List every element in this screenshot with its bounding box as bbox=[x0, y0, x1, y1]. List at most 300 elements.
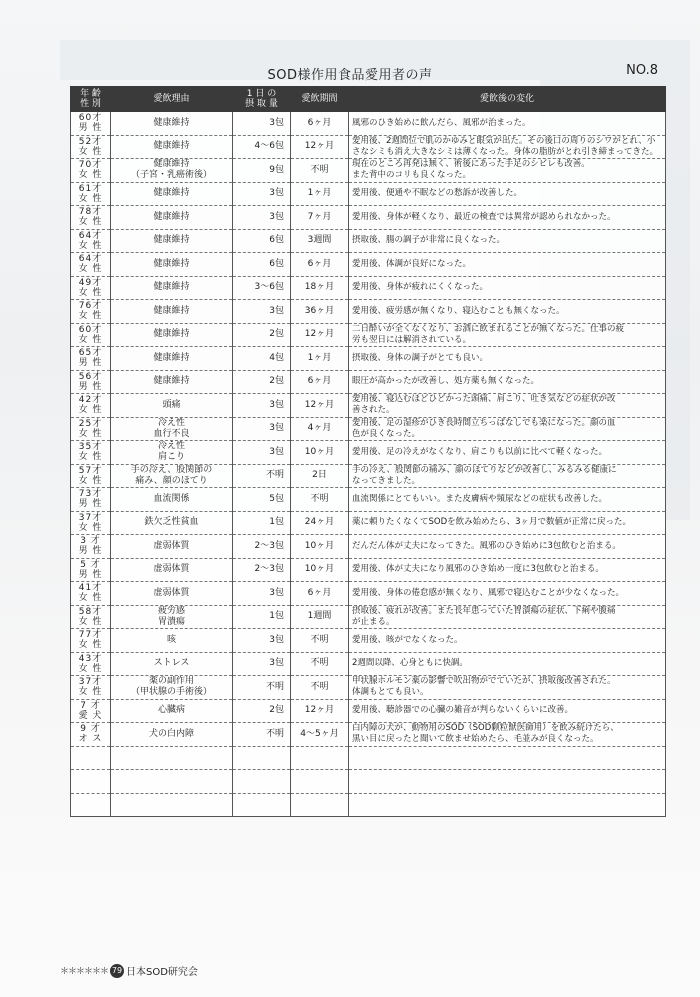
sex-value: 女 性 bbox=[78, 593, 103, 604]
effect-cell bbox=[349, 300, 666, 324]
table-row bbox=[71, 253, 666, 277]
table-row bbox=[71, 394, 666, 418]
header-dose bbox=[233, 87, 291, 112]
reason-cell bbox=[111, 629, 233, 653]
sex-value: 男 性 bbox=[78, 499, 103, 510]
period-cell: 7ヶ月 bbox=[291, 206, 349, 230]
effect-line: 黒い目に戻ったと聞いて飲ませ始めたら、毛並みが良くなった。 bbox=[352, 734, 599, 745]
effect-line: 労も翌日には解消されている。 bbox=[352, 334, 472, 345]
sex-value: 女 性 bbox=[78, 522, 103, 533]
dose-cell: 3〜6包 bbox=[233, 276, 291, 300]
age-value: 61才 bbox=[78, 183, 103, 194]
effect-cell bbox=[349, 159, 666, 183]
age-sex-cell bbox=[71, 347, 111, 371]
reason-line: 健康維持 bbox=[153, 235, 190, 246]
reason-cell bbox=[111, 206, 233, 230]
effect-line: 愛用後、足の湿疹がひき長時間立ちっぱなしでも楽になった。顔の血 bbox=[352, 417, 616, 428]
reason-line: 疲労感 bbox=[157, 605, 185, 616]
reason-cell bbox=[111, 182, 233, 206]
sex-value: 女 性 bbox=[78, 193, 103, 204]
reason-line: 健康維持 bbox=[153, 329, 190, 340]
effect-cell bbox=[349, 511, 666, 535]
sex-value: 女 性 bbox=[78, 264, 103, 275]
dose-cell: 不明 bbox=[233, 464, 291, 488]
sex-value: 女 性 bbox=[78, 311, 103, 322]
blank-cell bbox=[71, 746, 111, 770]
dose-cell: 2〜3包 bbox=[233, 535, 291, 559]
sex-value: 女 性 bbox=[78, 663, 103, 674]
reason-cell bbox=[111, 652, 233, 676]
age-sex-cell bbox=[71, 605, 111, 629]
age-value: 58才 bbox=[78, 606, 103, 617]
effect-line: 血流関係にとてもいい。また皮膚病や頻尿などの症状も改善した。 bbox=[352, 493, 608, 504]
period-cell: 1週間 bbox=[291, 605, 349, 629]
effect-line: が止まる。 bbox=[352, 616, 395, 627]
age-value: 64才 bbox=[78, 254, 103, 265]
reason-cell bbox=[111, 159, 233, 183]
table-row bbox=[71, 417, 666, 441]
reason-line: 健康維持 bbox=[153, 188, 190, 199]
blank-cell bbox=[349, 746, 666, 770]
age-sex-cell bbox=[71, 511, 111, 535]
sex-value: 女 性 bbox=[78, 687, 103, 698]
effect-cell bbox=[349, 558, 666, 582]
dose-cell: 4包 bbox=[233, 347, 291, 371]
reason-line: 健康維持 bbox=[153, 376, 190, 387]
age-value: 5 才 bbox=[80, 559, 101, 570]
footer bbox=[60, 963, 198, 978]
reason-cell bbox=[111, 511, 233, 535]
age-value: 7 才 bbox=[80, 700, 101, 711]
sex-value: 女 性 bbox=[78, 405, 103, 416]
table-row bbox=[71, 464, 666, 488]
reason-line: （甲状腺の手術後） bbox=[130, 687, 212, 698]
reason-line: 血行不良 bbox=[153, 428, 190, 439]
age-sex-cell bbox=[71, 723, 111, 747]
reason-line: 頭痛 bbox=[162, 399, 181, 410]
age-value: 49才 bbox=[78, 277, 103, 288]
blank-cell bbox=[233, 770, 291, 794]
effect-line: 愛用後、身体の倦怠感が無くなり、風邪で寝込むことが少なくなった。 bbox=[352, 587, 625, 598]
period-cell: 12ヶ月 bbox=[291, 394, 349, 418]
reason-cell bbox=[111, 535, 233, 559]
reason-cell bbox=[111, 112, 233, 136]
period-cell: 4〜5ヶ月 bbox=[291, 723, 349, 747]
reason-line: 健康維持 bbox=[153, 282, 190, 293]
age-value: 42才 bbox=[78, 395, 103, 406]
effect-cell bbox=[349, 347, 666, 371]
age-sex-cell bbox=[71, 464, 111, 488]
effect-line: だんだん体が丈夫になってきた。風邪のひき始めに3包飲むと治まる。 bbox=[352, 540, 621, 551]
dose-cell: 3包 bbox=[233, 441, 291, 465]
table-row bbox=[71, 300, 666, 324]
effect-line: 2週間以降、心身ともに快調。 bbox=[352, 658, 468, 669]
table-row bbox=[71, 135, 666, 159]
reason-cell bbox=[111, 605, 233, 629]
period-cell: 6ヶ月 bbox=[291, 582, 349, 606]
age-value: 60才 bbox=[78, 324, 103, 335]
period-cell: 6ヶ月 bbox=[291, 253, 349, 277]
age-sex-cell bbox=[71, 676, 111, 700]
age-sex-cell bbox=[71, 558, 111, 582]
age-value: 76才 bbox=[78, 301, 103, 312]
table-row bbox=[71, 629, 666, 653]
reason-line: 健康維持 bbox=[153, 305, 190, 316]
period-cell: 12ヶ月 bbox=[291, 699, 349, 723]
table-row bbox=[71, 605, 666, 629]
reason-cell bbox=[111, 323, 233, 347]
age-sex-cell bbox=[71, 300, 111, 324]
dose-cell: 1包 bbox=[233, 511, 291, 535]
table-row bbox=[71, 347, 666, 371]
reason-cell bbox=[111, 441, 233, 465]
sex-value: 女 性 bbox=[78, 640, 103, 651]
reason-line: 健康維持 bbox=[153, 117, 190, 128]
effect-line: 眼圧が高かったが改善し、処方薬も無くなった。 bbox=[352, 376, 540, 387]
age-sex-cell bbox=[71, 370, 111, 394]
header-sex-label: 性 別 bbox=[80, 99, 101, 109]
table-row bbox=[71, 488, 666, 512]
effect-line: さなシミも消え大きなシミは薄くなった。身体の脂肪がとれ引き締まってきた。 bbox=[352, 146, 659, 157]
sex-value: 女 性 bbox=[78, 217, 103, 228]
blank-cell bbox=[349, 793, 666, 817]
effect-line: 風邪のひき始めに飲んだら、風邪が治まった。 bbox=[352, 117, 531, 128]
effect-line: 愛用後、身体が疲れにくくなった。 bbox=[352, 282, 489, 293]
effect-line: 愛用後、体が丈夫になり風邪のひき始め一度に3包飲むと治まる。 bbox=[352, 564, 604, 575]
table-body bbox=[71, 112, 666, 817]
reason-line: （子宮・乳癌術後） bbox=[130, 170, 212, 181]
age-value: 56才 bbox=[78, 371, 103, 382]
effect-line: また背中のコリも良くなった。 bbox=[352, 170, 472, 181]
effect-line: 愛用後、足の冷えがなくなり、肩こりも以前に比べて軽くなった。 bbox=[352, 446, 608, 457]
reason-line: ストレス bbox=[153, 658, 190, 669]
reason-cell bbox=[111, 300, 233, 324]
effect-line: 摂取後、疲れが改善。また長年患っていた胃潰瘍の症状、下痢や腹痛 bbox=[352, 605, 616, 616]
reason-cell bbox=[111, 347, 233, 371]
age-value: 64才 bbox=[78, 230, 103, 241]
effect-line: 手の冷え、股関節の痛み、顔のほてりなどが改善し、みるみる健康に bbox=[352, 464, 617, 475]
header-age-label: 年 齢 bbox=[80, 89, 101, 99]
age-value: 37才 bbox=[78, 512, 103, 523]
age-value: 77才 bbox=[78, 630, 103, 641]
reason-cell bbox=[111, 723, 233, 747]
blank-cell bbox=[349, 770, 666, 794]
testimonial-table bbox=[70, 86, 666, 817]
reason-cell bbox=[111, 370, 233, 394]
reason-cell bbox=[111, 135, 233, 159]
sex-value: 男 性 bbox=[78, 381, 103, 392]
age-sex-cell bbox=[71, 206, 111, 230]
age-sex-cell bbox=[71, 488, 111, 512]
table-row bbox=[71, 676, 666, 700]
dose-cell: 3包 bbox=[233, 112, 291, 136]
table-row bbox=[71, 182, 666, 206]
blank-cell bbox=[291, 793, 349, 817]
dose-cell: 2〜3包 bbox=[233, 558, 291, 582]
effect-cell bbox=[349, 605, 666, 629]
sex-value: 女 性 bbox=[78, 146, 103, 157]
reason-line: 健康維持 bbox=[153, 352, 190, 363]
effect-cell bbox=[349, 229, 666, 253]
blank-cell bbox=[111, 770, 233, 794]
blank-cell bbox=[291, 770, 349, 794]
table-row bbox=[71, 323, 666, 347]
period-cell: 3週間 bbox=[291, 229, 349, 253]
age-sex-cell bbox=[71, 159, 111, 183]
footer-organization: 日本SOD研究会 bbox=[126, 967, 198, 978]
sex-value: 男 性 bbox=[78, 546, 103, 557]
sex-value: オ ス bbox=[78, 734, 103, 745]
sex-value: 男 性 bbox=[78, 123, 103, 134]
age-value: 35才 bbox=[78, 442, 103, 453]
blank-row bbox=[71, 770, 666, 794]
header-period: 愛飲期間 bbox=[291, 87, 349, 112]
table-row bbox=[71, 441, 666, 465]
reason-cell bbox=[111, 558, 233, 582]
effect-cell bbox=[349, 488, 666, 512]
age-value: 60才 bbox=[78, 113, 103, 124]
dose-cell: 9包 bbox=[233, 159, 291, 183]
period-cell: 24ヶ月 bbox=[291, 511, 349, 535]
dose-cell: 1包 bbox=[233, 605, 291, 629]
sex-value: 男 性 bbox=[78, 569, 103, 580]
reason-line: 痛み、顔のほてり bbox=[135, 475, 208, 486]
age-sex-cell bbox=[71, 276, 111, 300]
sex-value: 女 性 bbox=[78, 334, 103, 345]
effect-line: 愛用後、咳がでなくなった。 bbox=[352, 634, 463, 645]
dose-cell: 3包 bbox=[233, 417, 291, 441]
sex-value: 女 性 bbox=[78, 240, 103, 251]
sex-value: 女 性 bbox=[78, 616, 103, 627]
table-row bbox=[71, 511, 666, 535]
dose-cell: 3包 bbox=[233, 300, 291, 324]
reason-cell bbox=[111, 417, 233, 441]
blank-cell bbox=[291, 746, 349, 770]
period-cell: 4ヶ月 bbox=[291, 417, 349, 441]
reason-line: 薬の副作用 bbox=[148, 676, 194, 687]
age-value: 37才 bbox=[78, 677, 103, 688]
reason-line: 健康維持 bbox=[153, 159, 190, 170]
age-value: 9 才 bbox=[80, 724, 101, 735]
effect-cell bbox=[349, 676, 666, 700]
reason-line: 肩こり bbox=[157, 452, 185, 463]
reason-line: 健康維持 bbox=[153, 211, 190, 222]
age-sex-cell bbox=[71, 629, 111, 653]
effect-line: 二日酔いが全くなくなり、お酒に飲まれることが無くなった。仕事の疲 bbox=[352, 323, 625, 334]
period-cell: 2日 bbox=[291, 464, 349, 488]
age-sex-cell bbox=[71, 652, 111, 676]
table-row bbox=[71, 370, 666, 394]
effect-line: 摂取後、腸の調子が非常に良くなった。 bbox=[352, 235, 506, 246]
effect-line: 愛用後、便通や不眠などの愁訴が改善した。 bbox=[352, 188, 523, 199]
effect-line: 愛用後、寝込むほどひどかった頭痛、肩こり、吐き気などの症状が改 bbox=[352, 394, 616, 405]
effect-cell bbox=[349, 182, 666, 206]
reason-line: 健康維持 bbox=[153, 141, 190, 152]
reason-line: 虚弱体質 bbox=[153, 587, 190, 598]
age-value: 57才 bbox=[78, 465, 103, 476]
sex-value: 女 性 bbox=[78, 452, 103, 463]
effect-line: 愛用後、聴診器での心臓の雑音が判らないくらいに改善。 bbox=[352, 705, 574, 716]
effect-cell bbox=[349, 206, 666, 230]
blank-row bbox=[71, 746, 666, 770]
dose-cell: 不明 bbox=[233, 723, 291, 747]
reason-line: 冷え性 bbox=[157, 417, 185, 428]
dose-cell: 3包 bbox=[233, 394, 291, 418]
age-sex-cell bbox=[71, 112, 111, 136]
effect-line: 白内障の犬が、動物用のSOD（SOD颗粒獣医師用）を飲み続けたら、 bbox=[352, 723, 619, 734]
effect-line: 甲状腺ホルモン薬の影響で吹出物がでていたが、摂取後改善された。 bbox=[352, 676, 616, 687]
dose-cell: 3包 bbox=[233, 629, 291, 653]
blank-cell bbox=[111, 793, 233, 817]
period-cell: 不明 bbox=[291, 159, 349, 183]
table-row bbox=[71, 112, 666, 136]
sex-value: 女 性 bbox=[78, 287, 103, 298]
period-cell: 12ヶ月 bbox=[291, 135, 349, 159]
effect-cell bbox=[349, 535, 666, 559]
effect-cell bbox=[349, 582, 666, 606]
header-effect: 愛飲後の変化 bbox=[349, 87, 666, 112]
period-cell: 1ヶ月 bbox=[291, 182, 349, 206]
period-cell: 1ヶ月 bbox=[291, 347, 349, 371]
blank-cell bbox=[233, 793, 291, 817]
age-value: 65才 bbox=[78, 348, 103, 359]
effect-cell bbox=[349, 323, 666, 347]
age-sex-cell bbox=[71, 323, 111, 347]
reason-line: 咳 bbox=[166, 634, 176, 645]
effect-line: 愛用後、身体が軽くなり、最近の検査では異常が認められなかった。 bbox=[352, 211, 616, 222]
effect-cell bbox=[349, 135, 666, 159]
effect-line: 愛用後、体調が良好になった。 bbox=[352, 258, 472, 269]
reason-line: 胃潰瘍 bbox=[157, 616, 185, 627]
age-value: 78才 bbox=[78, 207, 103, 218]
period-cell: 36ヶ月 bbox=[291, 300, 349, 324]
reason-line: 鉄欠乏性貧血 bbox=[144, 517, 199, 528]
age-value: 73才 bbox=[78, 489, 103, 500]
reason-line: 健康維持 bbox=[153, 258, 190, 269]
effect-line: 摂取後、身体の調子がとても良い。 bbox=[352, 352, 489, 363]
reason-line: 手の冷え、股関節の bbox=[130, 464, 213, 475]
sex-value: 愛 犬 bbox=[78, 710, 103, 721]
header-dose-line2: 摂 取 量 bbox=[245, 99, 278, 109]
reason-cell bbox=[111, 253, 233, 277]
period-cell: 6ヶ月 bbox=[291, 370, 349, 394]
age-sex-cell bbox=[71, 253, 111, 277]
dose-cell: 不明 bbox=[233, 676, 291, 700]
page-title: SOD様作用食品愛用者の声 bbox=[267, 68, 433, 83]
table-row bbox=[71, 652, 666, 676]
effect-cell bbox=[349, 464, 666, 488]
dose-cell: 3包 bbox=[233, 182, 291, 206]
effect-line: 体調もとても良い。 bbox=[352, 687, 429, 698]
effect-cell bbox=[349, 441, 666, 465]
age-value: 41才 bbox=[78, 583, 103, 594]
table-row bbox=[71, 582, 666, 606]
reason-cell bbox=[111, 276, 233, 300]
dose-cell: 2包 bbox=[233, 370, 291, 394]
dose-cell: 6包 bbox=[233, 229, 291, 253]
blank-cell bbox=[111, 746, 233, 770]
footer-stars: ＊＊＊＊＊＊ bbox=[60, 967, 109, 977]
age-sex-cell bbox=[71, 535, 111, 559]
period-cell: 18ヶ月 bbox=[291, 276, 349, 300]
blank-cell bbox=[233, 746, 291, 770]
table-row bbox=[71, 558, 666, 582]
reason-cell bbox=[111, 699, 233, 723]
age-sex-cell bbox=[71, 229, 111, 253]
table-row bbox=[71, 159, 666, 183]
period-cell: 不明 bbox=[291, 676, 349, 700]
reason-line: 虚弱体質 bbox=[153, 564, 190, 575]
effect-cell bbox=[349, 253, 666, 277]
effect-line: 色が良くなった。 bbox=[352, 428, 421, 439]
effect-cell bbox=[349, 112, 666, 136]
effect-cell bbox=[349, 652, 666, 676]
dose-cell: 3包 bbox=[233, 582, 291, 606]
blank-cell bbox=[71, 770, 111, 794]
age-sex-cell bbox=[71, 699, 111, 723]
age-sex-cell bbox=[71, 441, 111, 465]
age-value: 70才 bbox=[78, 160, 103, 171]
sex-value: 女 性 bbox=[78, 170, 103, 181]
age-value: 3 才 bbox=[80, 536, 101, 547]
table-row bbox=[71, 723, 666, 747]
reason-cell bbox=[111, 676, 233, 700]
table-header-row bbox=[71, 87, 666, 112]
period-cell: 12ヶ月 bbox=[291, 323, 349, 347]
effect-cell bbox=[349, 699, 666, 723]
blank-row bbox=[71, 793, 666, 817]
footer-page-number: 79 bbox=[110, 964, 124, 978]
age-sex-cell bbox=[71, 182, 111, 206]
period-cell: 不明 bbox=[291, 629, 349, 653]
age-sex-cell bbox=[71, 394, 111, 418]
table-row bbox=[71, 206, 666, 230]
reason-line: 虚弱体質 bbox=[153, 540, 190, 551]
effect-cell bbox=[349, 417, 666, 441]
effect-cell bbox=[349, 370, 666, 394]
table-row bbox=[71, 699, 666, 723]
period-cell: 10ヶ月 bbox=[291, 558, 349, 582]
reason-line: 血流関係 bbox=[153, 493, 190, 504]
dose-cell: 2包 bbox=[233, 323, 291, 347]
table-row bbox=[71, 276, 666, 300]
age-sex-cell bbox=[71, 582, 111, 606]
period-cell: 10ヶ月 bbox=[291, 441, 349, 465]
age-value: 43才 bbox=[78, 653, 103, 664]
reason-cell bbox=[111, 488, 233, 512]
age-sex-cell bbox=[71, 135, 111, 159]
reason-line: 犬の白内障 bbox=[148, 728, 194, 739]
age-value: 25才 bbox=[78, 418, 103, 429]
age-sex-cell bbox=[71, 417, 111, 441]
dose-cell: 2包 bbox=[233, 699, 291, 723]
header-reason: 愛飲理由 bbox=[111, 87, 233, 112]
reason-cell bbox=[111, 464, 233, 488]
period-cell: 不明 bbox=[291, 488, 349, 512]
age-value: 52才 bbox=[78, 136, 103, 147]
effect-cell bbox=[349, 723, 666, 747]
period-cell: 不明 bbox=[291, 652, 349, 676]
dose-cell: 3包 bbox=[233, 206, 291, 230]
header-age-sex bbox=[71, 87, 111, 112]
sex-value: 男 性 bbox=[78, 358, 103, 369]
reason-cell bbox=[111, 582, 233, 606]
period-cell: 10ヶ月 bbox=[291, 535, 349, 559]
effect-line: 善された。 bbox=[352, 405, 395, 416]
reason-line: 冷え性 bbox=[157, 441, 185, 452]
dose-cell: 4〜6包 bbox=[233, 135, 291, 159]
reason-line: 心臓病 bbox=[157, 705, 185, 716]
